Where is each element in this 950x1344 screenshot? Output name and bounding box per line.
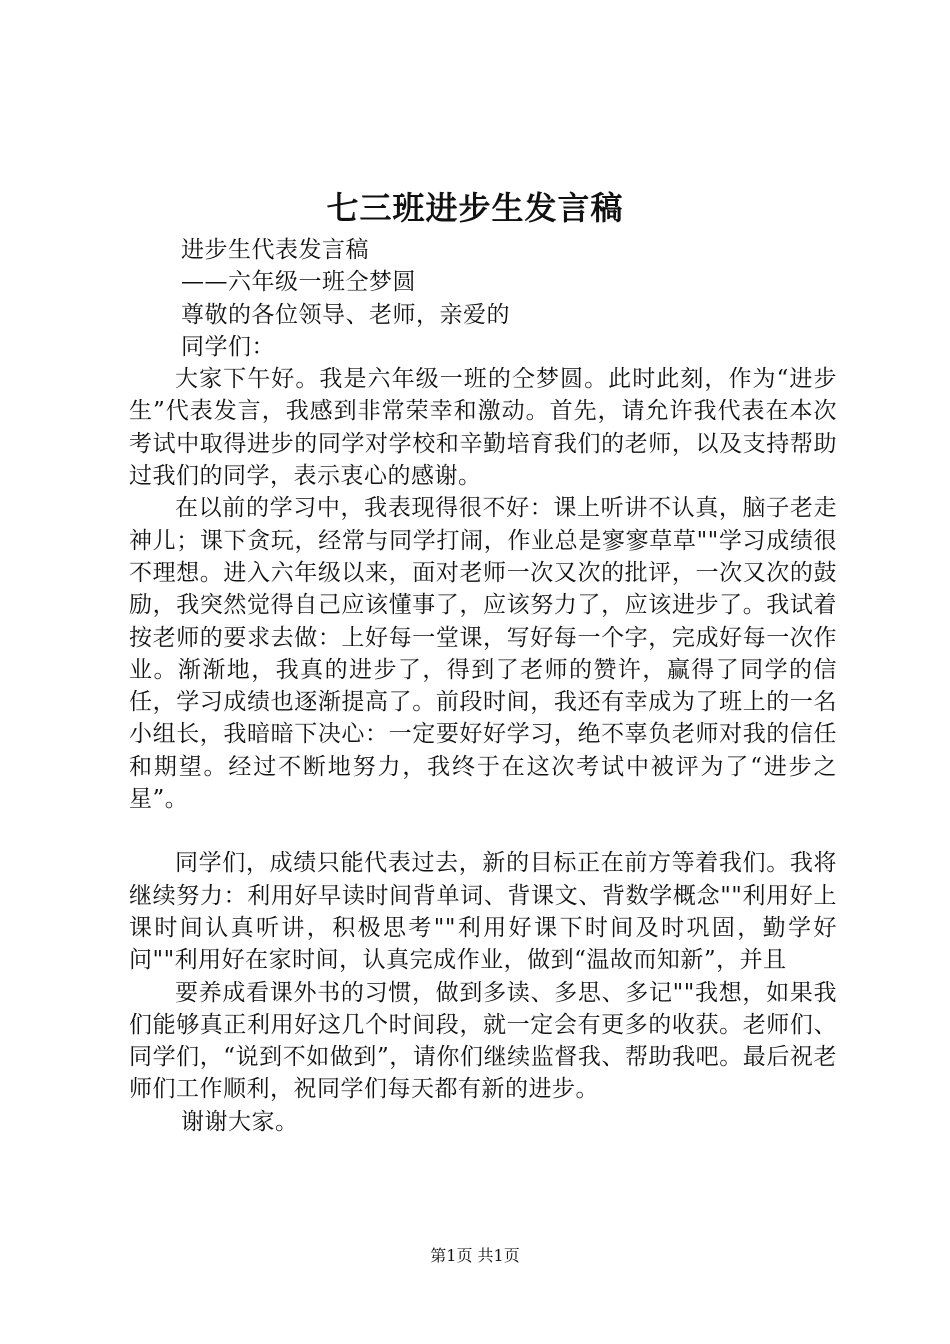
paragraph-spacer [129,815,837,847]
body-paragraph: 同学们，成绩只能代表过去，新的目标正在前方等着我们。我将继续努力：利用好早读时间背单词、背课文、背数学概念""利用好上课时间认真听讲，积极思考""利用好课下时间及时巩固，勤学好问""利用好在家时间，认真完成作业，做到“温故而知新”，并且 [129,850,837,974]
body-paragraph: 要养成看课外书的习惯，做到多读、多思、多记""我想，如果我们能够真正利用好这几个时间段，就一定会有更多的收获。老师们、同学们，“说到不如做到”，请你们继续监督我、帮助我吧。最后祝老师们工作顺利，祝同学们每天都有新的进步。 [129,979,837,1103]
body-paragraph: 在以前的学习中，我表现得很不好：课上听讲不认真，脑子老走神儿；课下贪玩，经常与同学打闹，作业总是寥寥草草""学习成绩很不理想。进入六年级以来，面对老师一次又次的批评，一次又次的鼓励，我突然觉得自己应该懂事了，应该努力了，应该进步了。我试着按老师的要求去做：上好每一堂课，写好每一个字，完成好每一次作业。渐渐地，我真的进步了，得到了老师的赞许，赢得了同学的信任，学习成绩也逐渐提高了。前段时间，我还有幸成为了班上的一名小组长，我暗暗下决心：一定要好好学习，绝不辜负老师对我的信任和期望。经过不断地努力，我终于在这次考试中被评为了“进步之星”。 [129,495,837,813]
page-title: 七三班进步生发言稿 [326,189,624,227]
document-body [129,234,837,1138]
closing-line: 谢谢大家。 [181,1108,299,1135]
author-line: ——六年级一班仝梦圆 [181,269,416,296]
salutation-line-1: 尊敬的各位领导、老师，亲爱的 [181,301,510,328]
subtitle: 进步生代表发言稿 [181,237,369,263]
salutation-line-2: 同学们： [181,333,275,360]
body-paragraph: 大家下午好。我是六年级一班的仝梦圆。此时此刻，作为“进步生”代表发言，我感到非常荣幸和激动。首先，请允许我代表在本次考试中取得进步的同学对学校和辛勤培育我们的老师，以及支持帮助过我们的同学，表示衷心的感谢。 [129,366,837,490]
page-footer: 第1页 共1页 [430,1246,520,1265]
